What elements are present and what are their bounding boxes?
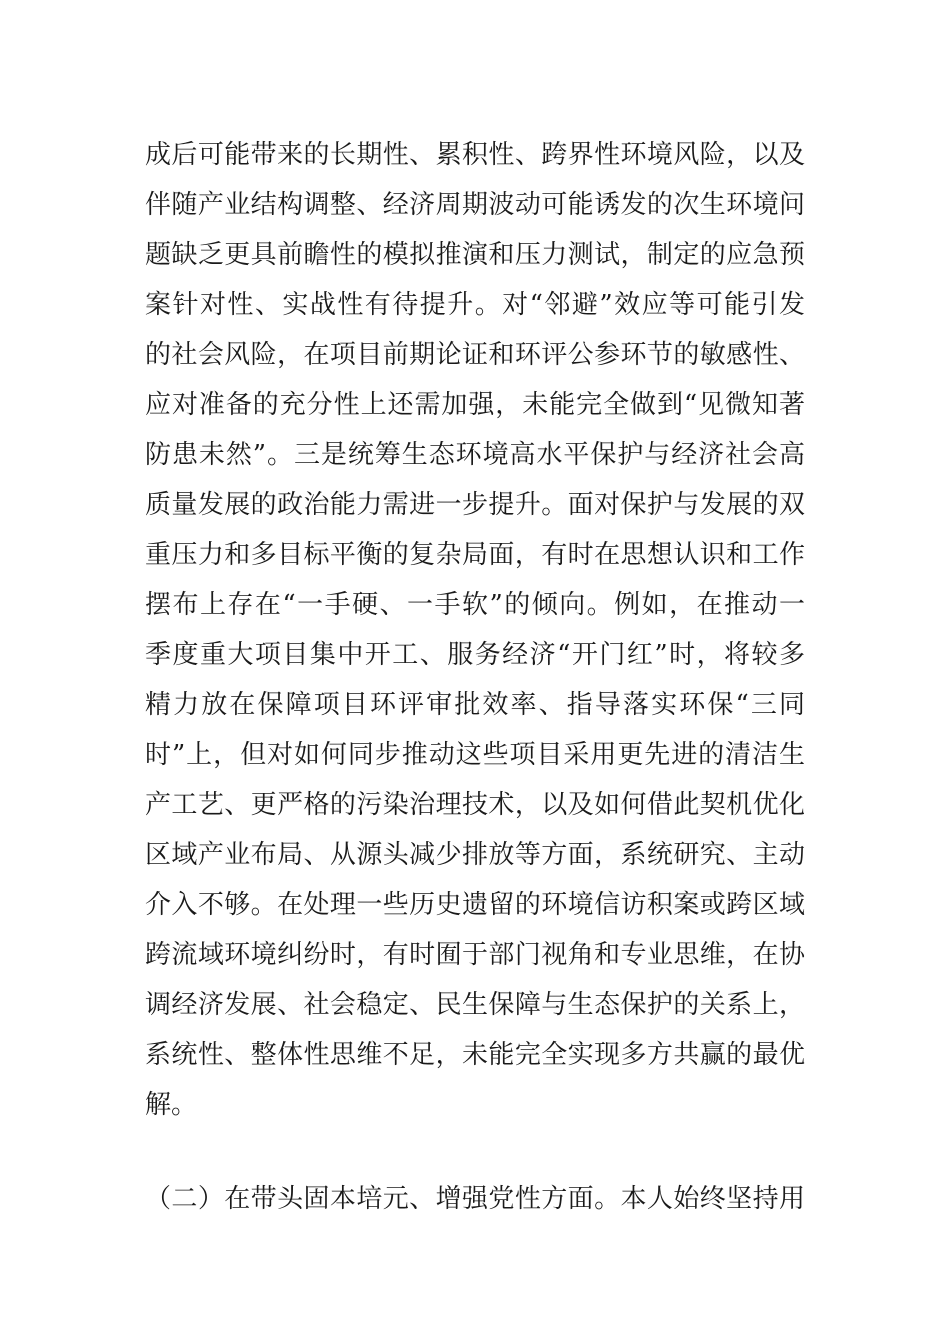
text-line: 时”上，但对如何同步推动这些项目采用更先进的清洁生 [145, 740, 805, 770]
text-line: 区域产业布局、从源头减少排放等方面，系统研究、主动 [145, 840, 805, 870]
text-line: 成后可能带来的长期性、累积性、跨界性环境风险，以及 [145, 140, 805, 170]
text-line: 系统性、整体性思维不足，未能完全实现多方共赢的最优 [145, 1040, 805, 1070]
text-line: 题缺乏更具前瞻性的模拟推演和压力测试，制定的应急预 [145, 240, 805, 270]
text-line: 重压力和多目标平衡的复杂局面，有时在思想认识和工作 [145, 540, 805, 570]
text-line: 的社会风险，在项目前期论证和环评公参环节的敏感性、 [145, 340, 805, 370]
text-line: 伴随产业结构调整、经济周期波动可能诱发的次生环境问 [145, 190, 805, 220]
text-line: 介入不够。在处理一些历史遗留的环境信访积案或跨区域 [145, 890, 805, 920]
text-line: 季度重大项目集中开工、服务经济“开门红”时，将较多 [145, 640, 805, 670]
text-line: 防患未然”。三是统筹生态环境高水平保护与经济社会高 [145, 440, 805, 470]
text-line: 精力放在保障项目环评审批效率、指导落实环保“三同 [145, 690, 805, 720]
text-line: 摆布上存在“一手硬、一手软”的倾向。例如，在推动一 [145, 590, 805, 620]
text-line: 质量发展的政治能力需进一步提升。面对保护与发展的双 [145, 490, 805, 520]
text-line: 跨流域环境纠纷时，有时囿于部门视角和专业思维，在协 [145, 940, 805, 970]
text-line: 解。 [145, 1090, 198, 1120]
text-line: 案针对性、实战性有待提升。对“邻避”效应等可能引发 [145, 290, 805, 320]
section-heading-line: （二）在带头固本培元、增强党性方面。本人始终坚持用 [145, 1184, 805, 1214]
text-line: 产工艺、更严格的污染治理技术，以及如何借此契机优化 [145, 790, 805, 820]
text-line: 调经济发展、社会稳定、民生保障与生态保护的关系上， [145, 990, 805, 1020]
text-line: 应对准备的充分性上还需加强，未能完全做到“见微知著 [145, 390, 805, 420]
